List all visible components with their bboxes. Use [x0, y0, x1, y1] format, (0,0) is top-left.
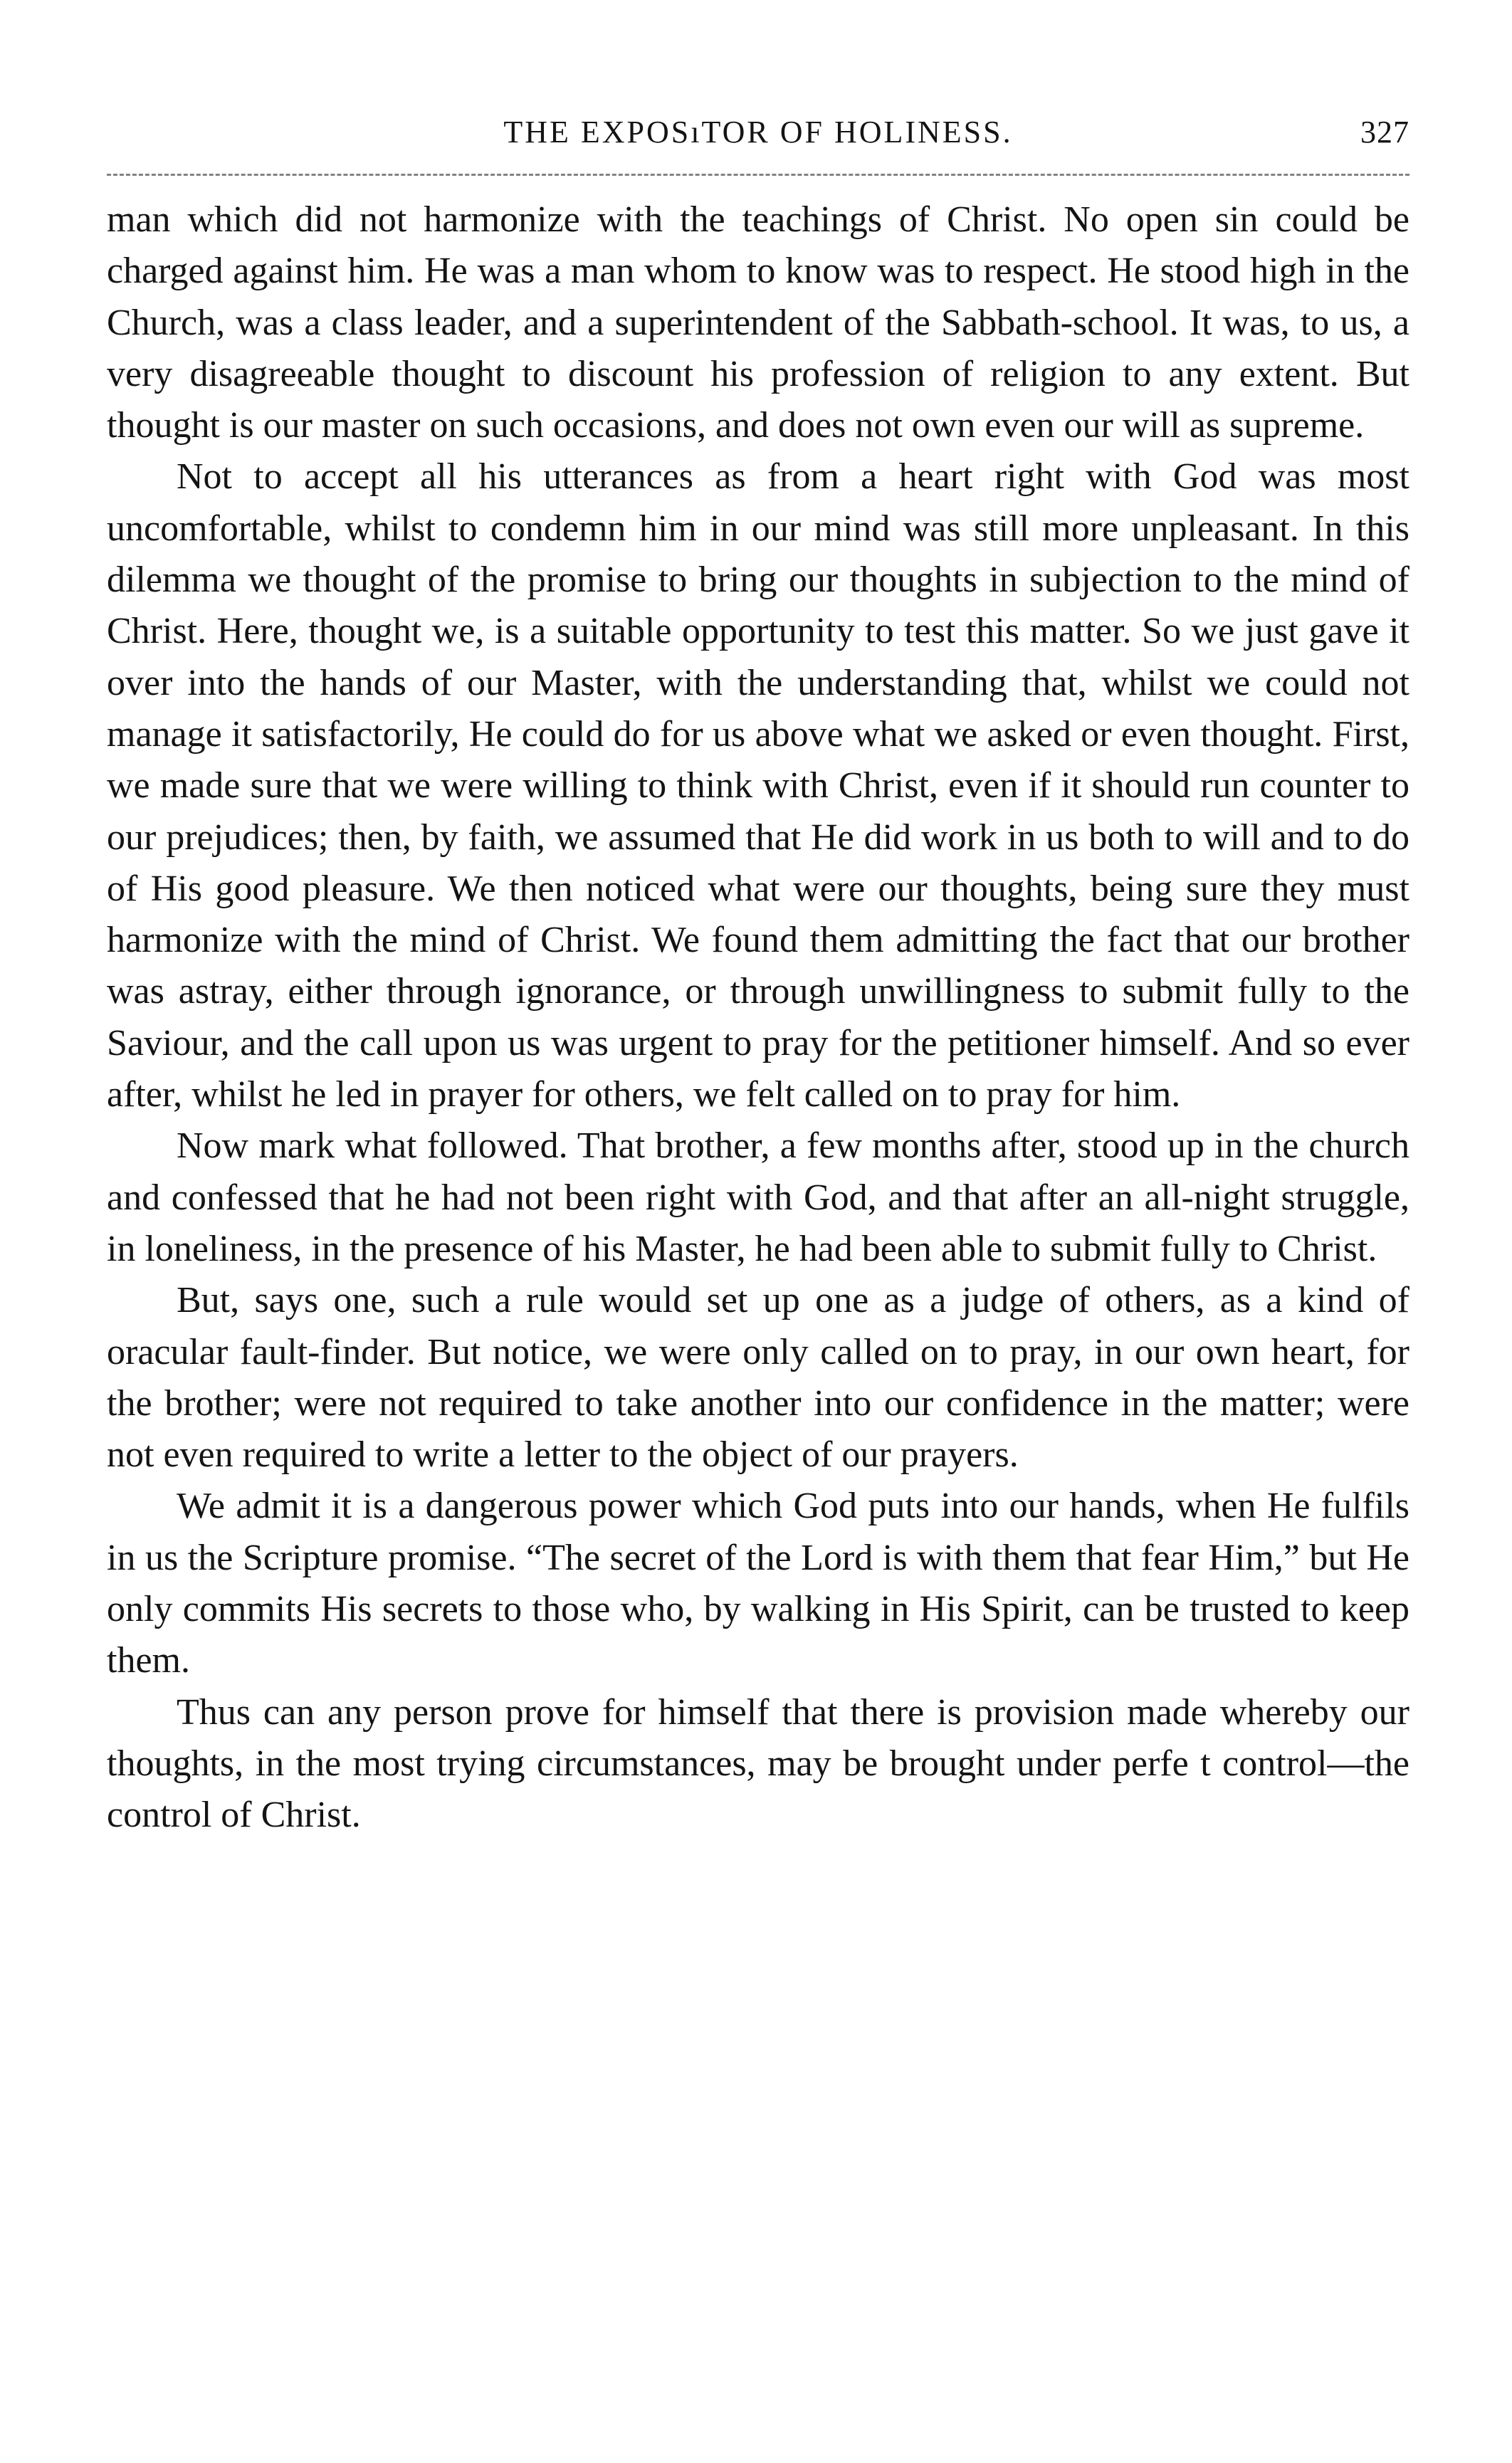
running-title: THE EXPOSıTOR OF HOLINESS.	[503, 115, 1013, 149]
body-text	[107, 194, 1409, 1842]
page-number: 327	[1360, 115, 1409, 149]
paragraph: Now mark what followed. That brother, a few months after, stood up in the church and confessed that he had not been right with God, and that after an all-night struggle, in loneliness, in the presence of his Master, he had been able to submit fully to Christ.	[107, 1125, 1409, 1269]
paragraph: Thus can any person prove for himself that there is provision made whereby our thoughts, in the most trying circumstances, may be brought under perfe t control—the control of Christ.	[107, 1691, 1409, 1836]
book-page	[107, 114, 1409, 1842]
paragraph: But, says one, such a rule would set up one as a judge of others, as a kind of oracular fault-finder. But notice, we were only called on to pray, in our own heart, for the brother; were not required to take another into our confidence in the matter; were not even required to write a letter to the object of our prayers.	[107, 1280, 1409, 1476]
paragraph-continued: man which did not harmonize with the teachings of Christ. No open sin could be charged against him. He was a man whom to know was to respect. He stood high in the Church, was a class leader, and a superintendent of the Sabbath-school. It was, to us, a very disagreeable thought to discount his profession of religion to any extent. But thought is our master on such occasions, and does not own even our will as supreme.	[107, 199, 1409, 446]
paragraph: We admit it is a dangerous power which God puts into our hands, when He fulfils in us the Scripture promise. “The secret of the Lord is with them that fear Him,” but He only commits His secrets to those who, by walking in His Spirit, can be trusted to keep them.	[107, 1486, 1409, 1681]
header-rule	[107, 174, 1409, 176]
running-header	[107, 114, 1409, 164]
paragraph: Not to accept all his utterances as from a heart right with God was most uncomfortable, whilst to condemn him in our mind was still more unpleasant. In this dilemma we thought of the promise to bring our thoughts in subjection to the mind of Christ. Here, thought we, is a suitable opportunity to test this matter. So we just gave it over into the hands of our Master, with the understanding that, whilst we could not manage it satisfactorily, He could do for us above what we asked or even thought. First, we made sure that we were willing to think with Christ, even if it should run counter to our prejudices; then, by faith, we assumed that He did work in us both to will and to do of His good pleasure. We then noticed what were our thoughts, being sure they must harmonize with the mind of Christ. We found them admitting the fact that our brother was astray, either through ignorance, or through unwillingness to submit fully to the Saviour, and the call upon us was urgent to pray for the petitioner himself. And so ever after, whilst he led in prayer for others, we felt called on to pray for him.	[107, 456, 1409, 1115]
